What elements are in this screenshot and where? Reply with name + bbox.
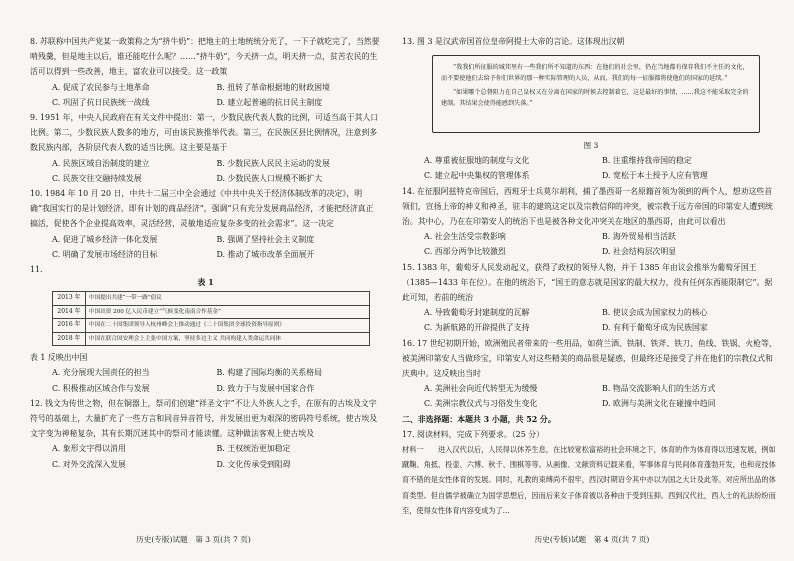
option: C. 西部分两争比较激烈 [424, 247, 506, 257]
question-options [30, 365, 381, 395]
question-options [30, 232, 381, 262]
option: B. 注重维持我帝国的稳定 [602, 156, 692, 166]
option: A. 促进了城乡经济一体化发展 [52, 234, 158, 244]
option: D. 宽松于本土授予人应有管理 [602, 171, 708, 181]
table-row [53, 319, 370, 333]
question-8 [30, 34, 381, 80]
option: B. 使议会成为国家权力的核心 [602, 308, 708, 318]
question-12 [30, 396, 381, 442]
question-stem: 15. 1383 年，葡萄牙人民发动起义，获得了政权的领导人物，并于 1385 年由议会推举为葡萄牙国王（1385—1433 年在位）。在他的统治下，“国王的意志就是国家的最大权力，没有任何东西能限制它”。据此可知，若前的统治 [402, 262, 773, 303]
left-page [0, 0, 387, 561]
question-options [402, 153, 780, 183]
events-table [52, 291, 370, 346]
question-options [402, 381, 780, 411]
option: A. 促成了农民参与土地革命 [52, 82, 150, 92]
question-stem: 13. 图 3 是汉武帝国首位皇帝阿提士大帝的言论。这体现出汉朝 [402, 37, 625, 46]
question-stem: 9. 1951 年，中央人民政府在有关文件中提出：第一，少数民族代表人数的比例，可适当高于其人口比例。第二，少数民族人数多的地方，可由该民族推举代表。第三，在民族区县比例情况，注意到多数民族内部，各阶层代表人数的适当比例。这主要是基于 [30, 113, 379, 153]
question-15 [402, 260, 780, 306]
option: B. 物品交流影响人们的生活方式 [602, 384, 716, 394]
option: A. 导致葡萄牙封建制度的瓦解 [424, 308, 530, 318]
question-options [30, 80, 381, 110]
table-row [53, 292, 370, 306]
option: C. 对外交流深入发展 [52, 459, 126, 469]
table-cell-event: 中国在联合国安理会上主张中国方案，坚持多边主义 共同构建人类命运共同体 [86, 332, 370, 346]
option: B. 构建了国际均衡的关系格局 [216, 368, 323, 378]
right-page [390, 0, 794, 561]
option: D. 致力于与发展中国家合作 [216, 383, 315, 393]
question-10 [30, 186, 381, 232]
question-stem: 16. 17 世纪初期开始，欧洲殖民者带来的一些用品，如荷兰酒、铁制、铁斧、铁刀、鱼线、铁锅、火枪等，被美洲印第安人当做珍宝，印第安人对这些精美的商品很是疑惑，但最终还是接受了并在他们的宗教仪式和庆典中。这反映出当时 [402, 338, 777, 379]
option: C. 积极推动区域合作与发展 [52, 383, 150, 393]
table-title: 表 1 [197, 277, 214, 288]
option: C. 为新航路的开辟提供了支持 [424, 323, 530, 333]
option: A. 尊重被征服地的制度与文化 [424, 156, 530, 166]
question-9 [30, 110, 381, 156]
option: C. 民族交往交融持续发展 [52, 173, 142, 183]
option: D. 建立起普遍的抗日民主制度 [216, 97, 323, 107]
table-cell-event: 中国提出共建“一带一路”倡议 [86, 292, 370, 306]
question-stem: 17. 阅读材料，完成下列要求。（25 分） [402, 429, 545, 439]
option: D. 少数民族人口规模不断扩大 [216, 173, 323, 183]
table-row [53, 332, 370, 346]
option: D. 有利于葡萄牙成为民族国家 [602, 323, 708, 333]
question-options [402, 229, 780, 259]
option: A. 充分展现大国责任的担当 [52, 368, 150, 378]
quote-box [432, 55, 760, 133]
table-cell-event: 中国在二十国集团领导人杭州峰会上推动通过《二十国集团全球投资指导原则》 [86, 319, 370, 333]
option: C. 美洲宗教仪式与习俗发生变化 [424, 399, 538, 409]
question-lead [30, 350, 381, 365]
table-row [53, 305, 370, 319]
option: A. 社会生活受宗教影响 [424, 232, 506, 242]
option: B. 少数民族人民民主运动的发展 [216, 158, 330, 168]
table-cell-year: 2018 年 [53, 332, 86, 346]
question-number: 11. [30, 265, 43, 275]
question-options [402, 305, 780, 335]
option: D. 文化传承受到阻碍 [216, 459, 291, 469]
question-17 [402, 427, 780, 442]
question-13 [402, 34, 780, 49]
option: A. 象形文字得以消用 [52, 444, 126, 454]
option: B. 王权统治更加稳定 [216, 444, 291, 454]
option: D. 社会结构层次明显 [602, 247, 677, 257]
option: B. 海外贸易相当活跃 [602, 232, 676, 242]
question-stem: 表 1 反映出中国 [30, 353, 88, 363]
option: D. 推动了城市改革全面展开 [216, 249, 315, 259]
question-stem: 10. 1984 年 10 月 20 日，中共十二届三中全会通过《中共中央关于经济体制改革的决定》，明确“我国实行的是计划经济，即有计划的商品经济”，强调“只有充分发展商品经济，才能把经济真正搞活，促使各个企业提高效率，灵活经营，灵敏地适应复杂多变的社会需求”。这一决定 [30, 189, 374, 229]
figure-label: 图 3 [583, 141, 599, 151]
table-cell-year: 2014 年 [53, 305, 86, 319]
option: B. 强调了坚持社会主义制度 [216, 234, 315, 244]
question-stem: 8. 苏联称中国共产党某一政策称之为“挤牛奶”：把地主的土地统统分光了，一下子就吃完了，当然要啃残羹，但是地主以后，谁还能吃什么呢？……“挤牛奶”，今天挤一点，明天挤一点，贫苦农民的生活可以得到一些改善，地主，富农业可以接受。这一政策 [30, 37, 380, 77]
option: B. 扭转了革命根据地的财政困境 [216, 82, 330, 92]
material-text: 材料一 进入汉代以后，人民得以休养生息，在比较宽松富裕的社会环境之下，体育的作为体育得以迅速发展，例如蹴鞠、角抵、投壶、六博、秋千、围棋等等。从画像、文献资料记载来看，军事体育与民间体育蓬勃开发，也和竞技体育不错的是女性体育的发展。同时，礼教的束缚尚不很牢，西汉时期诏令其中亦以为国之大计及此等。对应所出品的体育类型。但自儒学被确立为国学思想后，因而后来女子体育被以各种由于受到压抑。西到汉代社，西人士的礼法纷纷而至，使得女性体育内容变成为了… [402, 445, 776, 515]
question-options [30, 156, 381, 186]
page-footer: 历史(专版)试题 第 4 页(共 7 页) [534, 535, 650, 544]
option: A. 民族区域自治制度的建立 [52, 158, 150, 168]
question-options [30, 441, 381, 471]
table-cell-year: 2016 年 [53, 319, 86, 333]
table-cell-event: 中国出资 200 亿人民币建立“气候变化南南合作基金” [86, 305, 370, 319]
section-heading: 二、非选择题：本题共 3 小题，共 52 分。 [402, 414, 556, 424]
quote-paragraph: “如果哪个总督阻力在自己皇权又在分离在国家的时候去控制着它，这是最好的事情，……我这不能采取完全的建制。其结果会使得能感到失落。” [441, 89, 749, 108]
option: A. 美洲社会向近代转型无为缓慢 [424, 384, 538, 394]
option: D. 欧洲与美洲文化在碰撞中趋同 [602, 399, 716, 409]
question-14 [402, 184, 780, 230]
option: C. 明确了发展市场经济的目标 [52, 249, 158, 259]
question-stem: 14. 在征服阿兹特克帝国后，西班牙士兵莫尔胡利，捕了墨西哥一名原籍首领为领到的两个人，想劝这些首领们，宣扬上帝的神义和神圣，驻丰的建筑这定以及宗教信仰的冲突，被宗教于远方帝国的印第安人遭到统治。其中心，乃在在印第安人的统治下也是被各种文化冲突关在地区的墨西哥，由此可以看出 [402, 186, 773, 227]
table-cell-year: 2013 年 [53, 292, 86, 306]
option: C. 建立起中央集权的管理体系 [424, 171, 530, 181]
quote-paragraph: “我我们所征服的城邦里有一些我们所不知道的东西：在他们的社会里，仍在当地都有保存我们不主任的文化，而不要使他们去给予你们世界的那一种实际管理的人员，从而，我们的每一征服都将使他们的国家的延续。” [441, 64, 749, 83]
question-stem: 12. 钱文为传世之物，但在铜器上，祭司们创建“祥圣文字”不让人外族人之手，在原有的古埃及文字符号的基础上，大量扩充了一些方言和同音异音符号，并发展出更为艰深的密码符号系统，使古埃及文字变为神秘复杂，其有长期沉迷其中的祭司才能读懂。这种做法客观上使古埃及 [30, 398, 378, 439]
question-16 [402, 336, 780, 382]
page-footer: 历史(专版)试题 第 3 页(共 7 页) [136, 535, 251, 544]
option: C. 巩固了抗日民族统一战线 [52, 97, 150, 107]
